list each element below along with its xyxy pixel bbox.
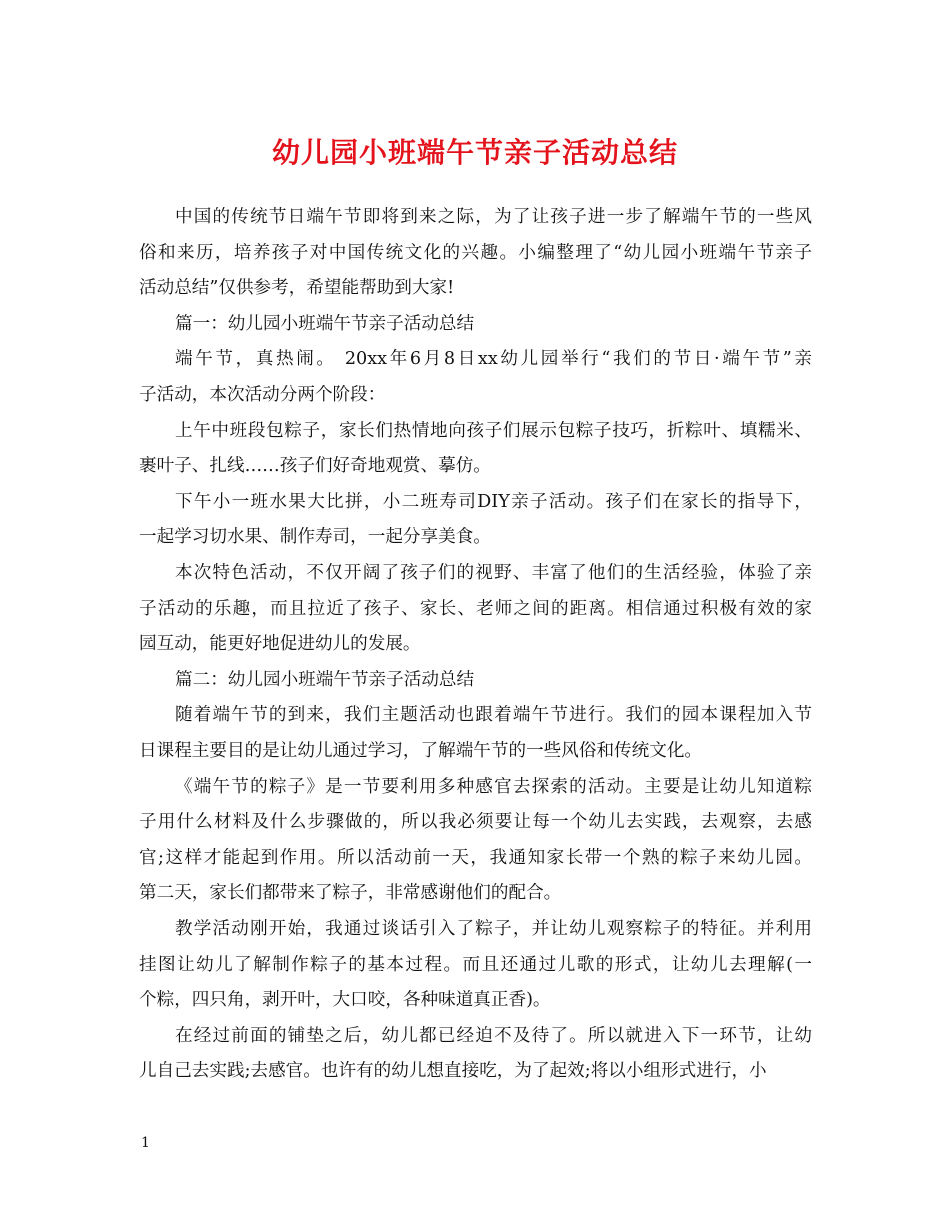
paragraph-line: 儿自己去实践;去感官。也许有的幼儿想直接吃，为了起效;将以小组形式进行，小 — [139, 1061, 767, 1082]
paragraph-line: 挂图让幼儿了解制作粽子的基本过程。而且还通过儿歌的形式，让幼儿去理解(一 — [139, 954, 812, 975]
paragraph-line: 上午中班段包粽子，家长们热情地向孩子们展示包粽子技巧，折粽叶、填糯米、 — [175, 420, 812, 441]
paragraph-line: 篇二：幼儿园小班端午节亲子活动总结 — [175, 669, 475, 690]
paragraph-line: 官;这样才能起到作用。所以活动前一天，我通知家长带一个熟的粽子来幼儿园。 — [139, 847, 812, 868]
paragraph-line: 一起学习切水果、制作寿司，一起分享美食。 — [139, 527, 491, 548]
paragraph-line: 第二天，家长们都带来了粽子，非常感谢他们的配合。 — [139, 883, 562, 904]
paragraph-line: 端午节，真热闹。 20xx年6月8日xx幼儿园举行“我们的节日·端午节”亲 — [175, 349, 812, 370]
paragraph-line: 子活动的乐趣，而且拉近了孩子、家长、老师之间的距离。相信通过积极有效的家 — [139, 598, 812, 619]
paragraph-line: 活动总结”仅供参考，希望能帮助到大家! — [139, 278, 455, 299]
paragraph-line: 俗和来历，培养孩子对中国传统文化的兴趣。小编整理了“幼儿园小班端午节亲子 — [139, 242, 812, 263]
paragraph-line: 篇一：幼儿园小班端午节亲子活动总结 — [175, 313, 475, 334]
paragraph-line: 个粽，四只角，剥开叶，大口咬，各种味道真正香)。 — [139, 990, 551, 1011]
paragraph-line: 子用什么材料及什么步骤做的，所以我必须要让每一个幼儿去实践，去观察，去感 — [139, 812, 812, 833]
paragraph-line: 教学活动刚开始，我通过谈话引入了粽子，并让幼儿观察粽子的特征。并利用 — [175, 919, 812, 939]
paragraph-line: 下午小一班水果大比拼，小二班寿司DIY亲子活动。孩子们在家长的指导下， — [175, 491, 812, 512]
page-number: 1 — [141, 1135, 150, 1151]
paragraph-line: 中国的传统节日端午节即将到来之际，为了让孩子进一步了解端午节的一些风 — [175, 207, 812, 227]
paragraph-line: 日课程主要目的是让幼儿通过学习，了解端午节的一些风俗和传统文化。 — [139, 741, 703, 761]
paragraph-line: 裹叶子、扎线……孩子们好奇地观赏、摹仿。 — [139, 456, 491, 477]
paragraph-line: 在经过前面的铺垫之后，幼儿都已经迫不及待了。所以就进入下一环节，让幼 — [175, 1025, 812, 1046]
paragraph-line: 园互动，能更好地促进幼儿的发展。 — [139, 634, 421, 655]
paragraph-line: 随着端午节的到来，我们主题活动也跟着端午节进行。我们的园本课程加入节 — [175, 705, 812, 726]
paragraph-line: 《端午节的粽子》是一节要利用多种感官去探索的活动。主要是让幼儿知道粽 — [175, 776, 812, 797]
document-title: 幼儿园小班端午节亲子活动总结 — [271, 136, 678, 169]
paragraph-line: 本次特色活动，不仅开阔了孩子们的视野、丰富了他们的生活经验，体验了亲 — [175, 563, 812, 583]
paragraph-line: 子活动，本次活动分两个阶段： — [139, 385, 386, 405]
